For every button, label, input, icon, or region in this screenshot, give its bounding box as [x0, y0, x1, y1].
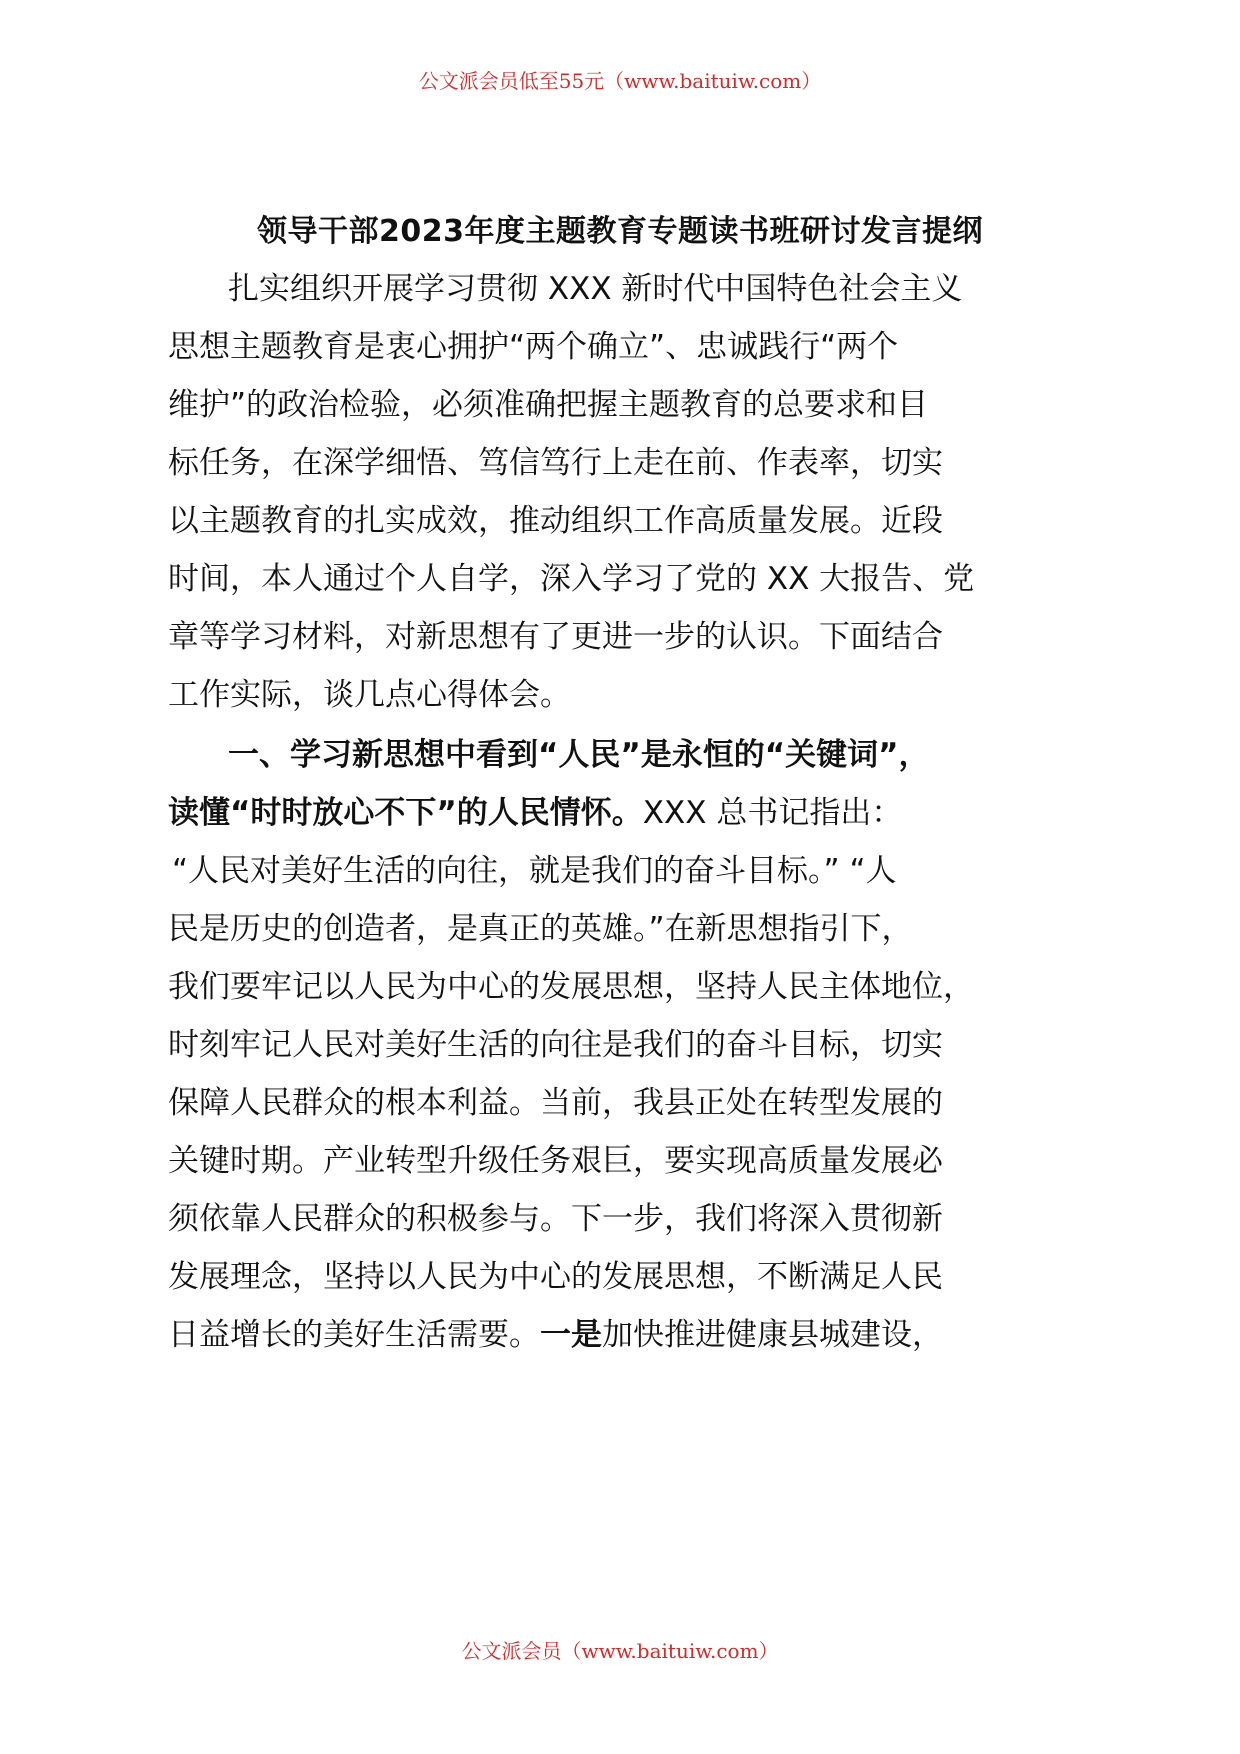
text-segment: 发展理念，坚持以人民为中心的发展思想，不断满足人民	[168, 1259, 943, 1295]
body-line	[168, 498, 1240, 544]
body-line	[168, 614, 1240, 660]
body-line	[168, 1080, 1240, 1126]
body-line	[168, 964, 1240, 1010]
body-line	[168, 440, 1240, 486]
bold-text-segment: 一、学习新思想中看到“人民”是永恒的“关键词”，	[228, 737, 930, 773]
text-segment: 我们要牢记以人民为中心的发展思想，坚持人民主体地位，	[168, 969, 974, 1005]
text-segment: 以主题教育的扎实成效，推动组织工作高质量发展。近段	[168, 503, 943, 539]
body-line	[168, 1254, 1240, 1300]
body-line	[168, 382, 1240, 428]
text-segment: 加快推进健康县城建设，	[602, 1317, 943, 1353]
body-line	[168, 672, 1240, 718]
bold-text-segment: 读懂“时时放心不下”的人民情怀。	[168, 795, 643, 831]
body-line	[168, 324, 1240, 370]
body-line	[172, 848, 1240, 894]
body-line	[168, 1022, 1240, 1068]
text-segment: 思想主题教育是衷心拥护“两个确立”、忠诚践行“两个	[168, 329, 899, 365]
header-promo-link[interactable]: 公文派会员低至55元（www.baituiw.com）	[418, 69, 822, 93]
document-title: 领导干部2023年度主题教育专题读书班研讨发言提纲	[257, 214, 983, 249]
body-line	[168, 906, 1240, 952]
body-line	[168, 1196, 1240, 1242]
text-segment: 维护”的政治检验，必须准确把握主题教育的总要求和目	[168, 387, 929, 423]
body-line	[168, 1138, 1240, 1184]
text-segment: 时间，本人通过个人自学，深入学习了党的 XX 大报告、党	[168, 561, 975, 597]
text-segment: 须依靠人民群众的积极参与。下一步，我们将深入贯彻新	[168, 1201, 943, 1237]
footer-promo-link[interactable]: 公文派会员（www.baituiw.com）	[461, 1639, 779, 1663]
body-line	[168, 1312, 1240, 1358]
text-segment: 工作实际，谈几点心得体会。	[168, 677, 571, 713]
body-line	[228, 732, 1240, 778]
text-segment: 日益增长的美好生活需要。	[168, 1317, 540, 1353]
text-segment: 保障人民群众的根本利益。当前，我县正处在转型发展的	[168, 1085, 943, 1121]
text-segment: 标任务，在深学细悟、笃信笃行上走在前、作表率，切实	[168, 445, 943, 481]
body-line	[228, 266, 1240, 312]
body-line	[168, 790, 1240, 836]
body-line	[168, 556, 1240, 602]
text-segment: XXX 总书记指出：	[642, 795, 903, 831]
text-segment: 关键时期。产业转型升级任务艰巨，要实现高质量发展必	[168, 1143, 943, 1179]
text-segment: “人民对美好生活的向往，就是我们的奋斗目标。” “人	[172, 853, 897, 889]
text-segment: 扎实组织开展学习贯彻 XXX 新时代中国特色社会主义	[228, 271, 963, 307]
text-segment: 时刻牢记人民对美好生活的向往是我们的奋斗目标，切实	[168, 1027, 943, 1063]
bold-text-segment: 一是	[540, 1317, 602, 1353]
text-segment: 民是历史的创造者，是真正的英雄。”在新思想指引下，	[168, 911, 913, 947]
text-segment: 章等学习材料，对新思想有了更进一步的认识。下面结合	[168, 619, 943, 655]
